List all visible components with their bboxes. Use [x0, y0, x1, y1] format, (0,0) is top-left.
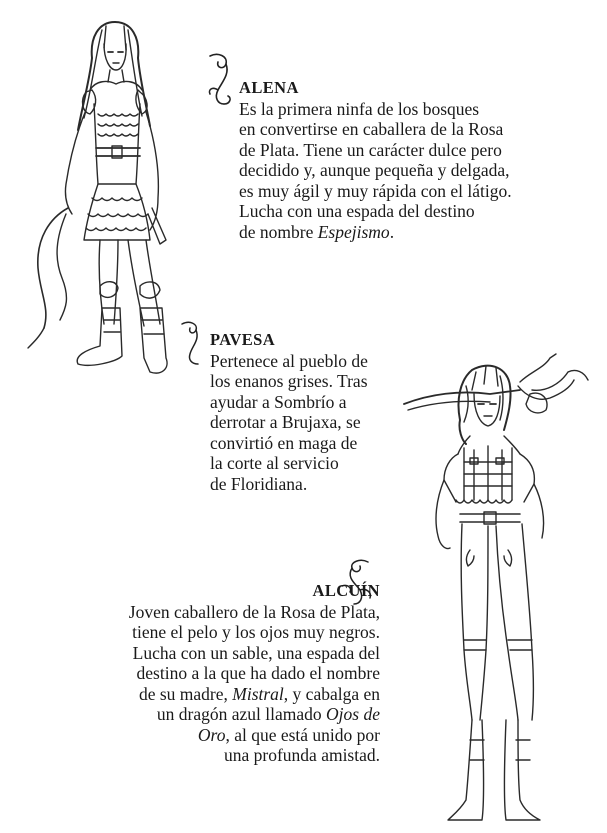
- alcuin-line-2: tiene el pelo y los ojos muy negros.: [132, 622, 380, 642]
- pavesa-line-5: convirtió en maga de: [210, 432, 358, 453]
- alcuin-line-7-suffix: , al que está unido por: [225, 724, 380, 745]
- alena-line-7-prefix: de nombre: [239, 221, 318, 242]
- pavesa-line-1: Pertenece al pueblo de: [210, 350, 368, 371]
- alcuin-line-7: [110, 725, 380, 746]
- alena-sword-name: Espejismo: [317, 221, 390, 242]
- alcuin-dragon-name-part-2: Oro: [197, 724, 226, 745]
- alcuin-line-5-suffix: , y cabalga en: [283, 683, 380, 704]
- pavesa-line-4: derrotar a Brujaxa, se: [210, 412, 361, 432]
- alcuin-line-6-prefix: un dragón azul llamado: [156, 704, 327, 724]
- alena-entry: [239, 78, 589, 242]
- alena-line-3: de Plata. Tiene un carácter dulce pero: [239, 139, 502, 160]
- alena-line-4: decidido y, aunque pequeña y delgada,: [239, 160, 510, 180]
- alcuin-line-4: destino a la que ha dado el nombre: [136, 663, 380, 683]
- pavesa-line-6: la corte al servicio: [210, 453, 339, 473]
- alena-name: ALENA: [239, 78, 299, 97]
- alena-line-7: [239, 222, 589, 243]
- ornamental-flourish-icon: [178, 318, 208, 366]
- alcuin-line-3: Lucha con un sable, una espada del: [132, 642, 380, 663]
- alcuin-sword-name: Mistral: [232, 683, 284, 704]
- pavesa-line-7: de Floridiana.: [210, 473, 308, 494]
- pavesa-line-2: los enanos grises. Tras: [210, 371, 368, 391]
- pavesa-entry: [210, 330, 400, 494]
- alcuin-line-5: [110, 684, 380, 705]
- alcuin-name: ALCUÍN: [312, 581, 380, 600]
- alcuin-dragon-name-part-1: Ojos de: [326, 704, 380, 724]
- pavesa-line-3: ayudar a Sombrío a: [210, 391, 347, 412]
- alcuin-illustration: [400, 350, 600, 828]
- alcuin-line-1: Joven caballero de la Rosa de Plata,: [128, 601, 380, 622]
- alcuin-entry: [110, 581, 380, 766]
- alena-line-5: es muy ágil y muy rápida con el látigo.: [239, 180, 512, 201]
- ornamental-flourish-icon: [204, 50, 240, 108]
- pavesa-name: PAVESA: [210, 330, 276, 349]
- alena-line-7-suffix: .: [389, 221, 395, 242]
- alcuin-line-6: [110, 704, 380, 725]
- alena-line-2: en convertirse en caballera de la Rosa: [239, 119, 504, 139]
- alena-line-6: Lucha con una espada del destino: [239, 201, 475, 221]
- alena-line-1: Es la primera ninfa de los bosques: [239, 98, 480, 119]
- alcuin-line-8: una profunda amistad.: [224, 745, 380, 765]
- alcuin-line-5-prefix: de su madre,: [138, 683, 233, 704]
